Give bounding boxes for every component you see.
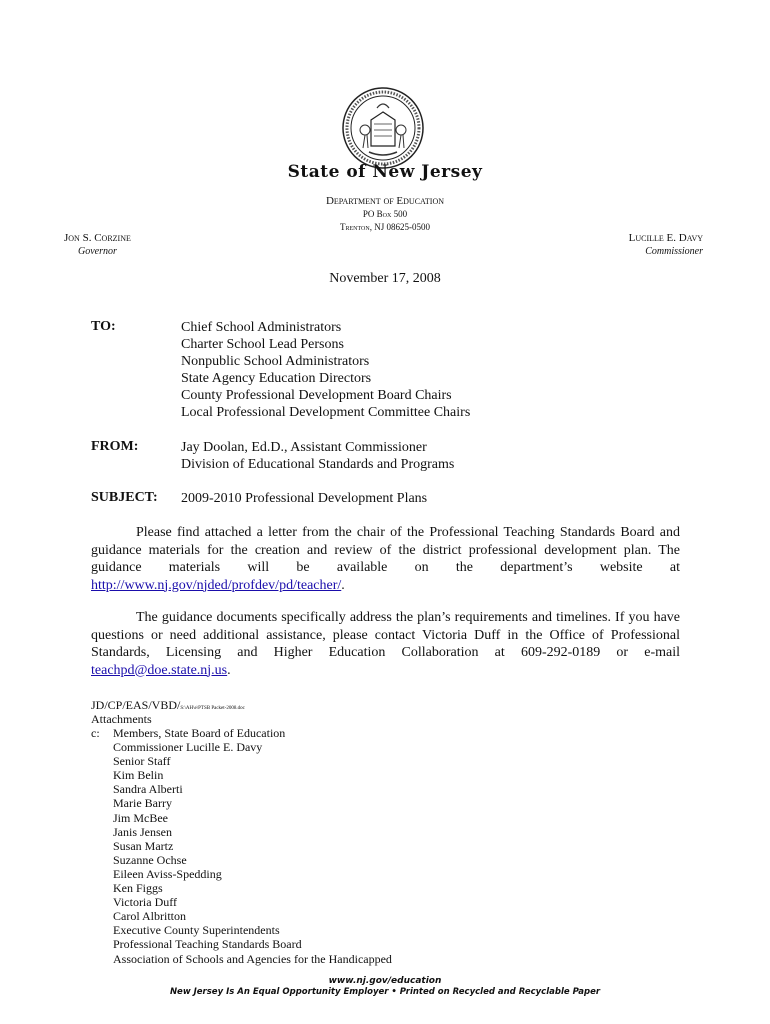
cc-item: Victoria Duff (113, 895, 178, 910)
file-path: S:\AH\e\PTSB Packet-2008.doc (180, 706, 245, 711)
to-recipients (181, 319, 470, 421)
department-name: Department of Education (325, 195, 445, 207)
cc-item: Marie Barry (113, 796, 172, 811)
to-label: TO: (91, 319, 116, 334)
cc-item: Professional Teaching Standards Board (113, 937, 302, 952)
commissioner-block (629, 232, 703, 258)
cc-item: Janis Jensen (113, 824, 172, 839)
commissioner-title: Commissioner (645, 246, 703, 257)
paragraph-text: Please find attached a letter from the chair of the Professional Teaching Standards Board and guidance materials for the creation and review of the district professional development plan. The guidance materials will be available on the department’s website at (91, 525, 680, 575)
cc-item: Senior Staff (113, 754, 171, 769)
subject-label: SUBJECT: (91, 490, 158, 505)
cc-item: Association of Schools and Agencies for the Handicapped (113, 951, 392, 966)
recipient: Nonpublic School Administrators (181, 354, 370, 369)
cc-item: Eileen Aviss-Spedding (113, 866, 222, 881)
recipient: Chief School Administrators (181, 320, 342, 335)
nj-state-seal-icon (341, 86, 425, 170)
footer-statement: New Jersey Is An Equal Opportunity Employer • Printed on Recycled and Recyclable Paper (169, 987, 601, 997)
cc-item: Suzanne Ochse (113, 852, 187, 867)
cc-item: Carol Albritton (113, 909, 186, 924)
recipient: Local Professional Development Committee Chairs (181, 405, 471, 420)
from-label: FROM: (91, 439, 139, 454)
cc-list (113, 726, 392, 966)
subject-text: 2009-2010 Professional Development Plans (181, 491, 428, 506)
cc-item: Members, State Board of Education (113, 726, 286, 740)
letter-date: November 17, 2008 (329, 271, 441, 286)
reference-initials (91, 698, 245, 713)
cc-item: Jim McBee (113, 810, 168, 825)
from-division: Division of Educational Standards and Programs (181, 457, 455, 472)
initials: JD/CP/EAS/VBD/ (91, 698, 181, 712)
cc-item: Executive County Superintendents (113, 923, 280, 938)
from-block (181, 439, 454, 473)
guidance-website-link[interactable]: http://www.nj.gov/njded/profdev/pd/teacher/ (91, 577, 342, 593)
paragraph-end: . (341, 577, 345, 593)
paragraph-text: The guidance documents specifically address the plan’s requirements and timelines. If you have questions or need additional assistance, please contact Victoria Duff in the Office of Professional Standards, Licensing and Higher Education Collaboration at 609-292-0189 or e-mail (91, 610, 680, 660)
po-box: PO Box 500 (362, 209, 408, 219)
cc-label: c: (91, 726, 100, 740)
paragraph-end: . (227, 662, 231, 678)
commissioner-name: Lucille E. Davy (628, 232, 703, 244)
recipient: County Professional Development Board Chairs (181, 388, 452, 403)
from-name: Jay Doolan, Ed.D., Assistant Commissioner (181, 440, 427, 455)
recipient: State Agency Education Directors (181, 371, 372, 386)
cc-item: Kim Belin (113, 768, 164, 783)
governor-name: Jon S. Corzine (64, 232, 131, 244)
body-paragraph-1 (91, 524, 680, 594)
governor-block (64, 232, 131, 258)
cc-item: Ken Figgs (113, 881, 163, 896)
recipient: Charter School Lead Persons (181, 337, 344, 352)
state-name-heading: State of New Jersey (287, 162, 483, 182)
department-address (0, 195, 770, 234)
cc-item: Commissioner Lucille E. Davy (113, 740, 263, 755)
city-address: Trenton, NJ 08625-0500 (340, 222, 430, 232)
email-link[interactable]: teachpd@doe.state.nj.us (91, 662, 228, 678)
footer-website: www.nj.gov/education (328, 976, 442, 986)
governor-title: Governor (78, 246, 117, 257)
body-paragraph-2 (91, 609, 680, 679)
cc-item: Susan Martz (113, 838, 174, 853)
cc-item: Sandra Alberti (113, 782, 183, 797)
attachments-label: Attachments (91, 712, 152, 726)
